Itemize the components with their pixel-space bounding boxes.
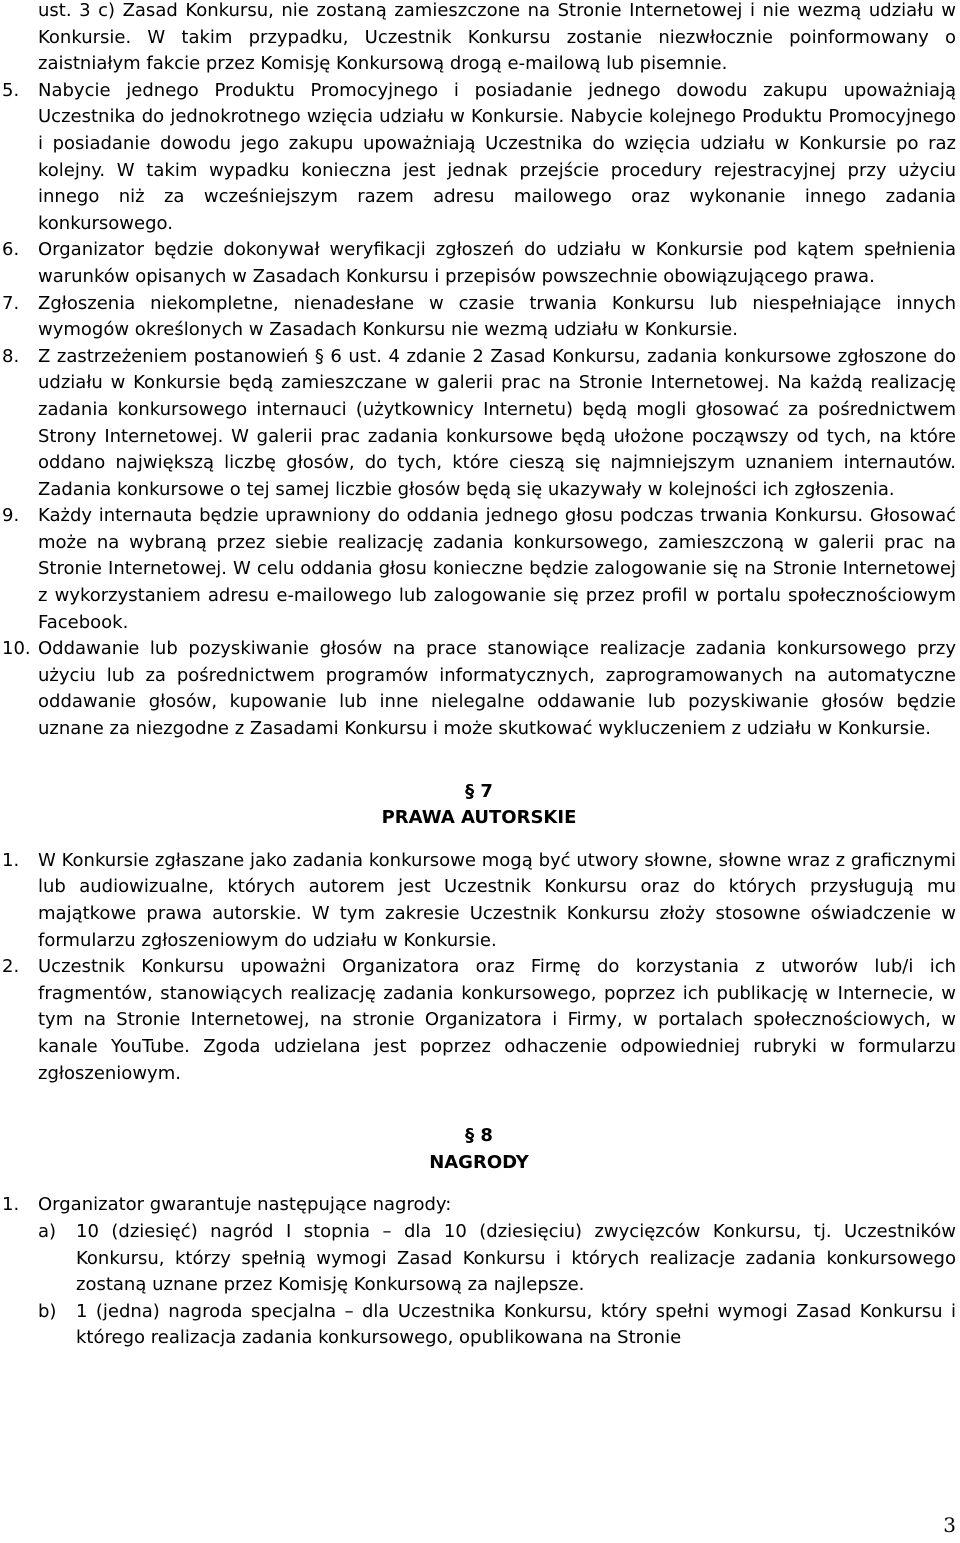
item-text: Zgłoszenia niekompletne, nienadesłane w czasie trwania Konkursu lub niespełniające innych wymogów określonych w Zasadach Konkursu nie wezmą udziału w Konkursie. <box>38 292 956 341</box>
item-text: W Konkursie zgłaszane jako zadania konkursowe mogą być utwory słowne, słowne wraz z graficznymi lub audiowizualne, których autorem jest Uczestnik Konkursu oraz do których przysługują mu majątkowe prawa autorskie. W tym zakresie Uczestnik Konkursu złoży stosowne oświadczenie w formularzu zgłoszeniowym do udziału w Konkursie. <box>38 849 956 951</box>
subitem-letter: b) <box>38 1300 57 1322</box>
item-number: 5. <box>2 79 20 101</box>
subitem-text: 1 (jedna) nagroda specjalna – dla Uczestnika Konkursu, który spełni wymogi Zasad Konkursu i którego realizacja zadania konkursowego, opublikowana na Stronie <box>76 1300 956 1349</box>
page-number: 3 <box>943 1513 956 1538</box>
paragraph-continuation <box>2 0 956 78</box>
list-item-5 <box>2 78 956 238</box>
item-number: 1. <box>2 1194 20 1216</box>
section-8-subitem-a <box>2 1219 956 1299</box>
section-title: NAGRODY <box>429 1151 529 1173</box>
section-7-item-2 <box>2 954 956 1087</box>
section-title: PRAWA AUTORSKIE <box>381 807 577 829</box>
item-number: 2. <box>2 956 20 978</box>
document-body <box>2 0 956 1352</box>
list-item-7 <box>2 291 956 344</box>
item-text: Z zastrzeżeniem postanowień § 6 ust. 4 zdanie 2 Zasad Konkursu, zadania konkursowe zgłoszone do udziału w Konkursie będą zamieszczane w galerii prac na Stronie Internetowej. Na każdą realizację zadania konkursowego internauci (użytkownicy Internetu) będą mogli głosować za pośrednictwem Strony Internetowej. W galerii prac zadania konkursowe będą ułożone począwszy od tych, na które oddano największą liczbę głosów, do tych, które cieszą się najmniejszym uznaniem internautów. Zadania konkursowe o tej samej liczbie głosów będą się ukazywały w kolejności ich zgłoszenia. <box>38 345 956 500</box>
section-symbol: § 8 <box>465 1125 493 1147</box>
item-number: 1. <box>2 849 20 871</box>
subitem-text: 10 (dziesięć) nagród I stopnia – dla 10 (dziesięciu) zwycięzców Konkursu, tj. Uczestników Konkursu, którzy spełnią wymogi Zasad Konkursu i których realizacje zadania konkursowego zostaną uznane przez Komisję Konkursową za najlepsze. <box>76 1220 956 1296</box>
item-number: 9. <box>2 505 20 527</box>
item-number: 8. <box>2 345 20 367</box>
item-text: Uczestnik Konkursu upoważni Organizatora oraz Firmę do korzystania z utworów lub/i ich fragmentów, stanowiących realizację zadania konkursowego, poprzez ich publikację w Internecie, w tym na Stronie Internetowej, na stronie Organizatora i Firmy, w portalach społecznościowych, w kanale YouTube. Zgoda udzielana jest poprzez odhaczenie odpowiedniej rubryki w formularzu zgłoszeniowym. <box>38 956 956 1084</box>
item-text: Nabycie jednego Produktu Promocyjnego i posiadanie jednego dowodu zakupu upoważniają Uczestnika do jednokrotnego wzięcia udziału w Konkursie. Nabycie kolejnego Produktu Promocyjnego i posiadanie dowodu jego zakupu upoważniają Uczestnika do wzięcia udziału w Konkursie po raz kolejny. W takim wypadku konieczna jest jednak przejście procedury rejestracyjnej przy użyciu innego niż za wcześniejszym razem adresu mailowego oraz wykonanie innego zadania konkursowego. <box>38 79 956 234</box>
item-text: Każdy internauta będzie uprawniony do oddania jednego głosu podczas trwania Konkursu. Głosować może na wybraną przez siebie realizację zadania konkursowego, zamieszczoną w galerii prac na Stronie Internetowej. W celu oddania głosu konieczne będzie zalogowanie się na Stronie Internetowej z wykorzystaniem adresu e-mailowego lub zalogowanie się przez profil w portalu społecznościowym Facebook. <box>38 505 956 633</box>
paragraph-text: ust. 3 c) Zasad Konkursu, nie zostaną zamieszczone na Stronie Internetowej i nie wezmą udziału w Konkursie. W takim przypadku, Uczestnik Konkursu zostanie niezwłocznie poinformowany o zaistniałym fakcie przez Komisję Konkursową drogą e-mailową lub pisemnie. <box>38 0 956 75</box>
list-item-6 <box>2 237 956 290</box>
section-8-item-1 <box>2 1192 956 1219</box>
section-7-heading <box>2 779 956 832</box>
item-text: Oddawanie lub pozyskiwanie głosów na prace stanowiące realizacje zadania konkursowego przy użyciu lub za pośrednictwem programów informatycznych, zaprogramowanych na automatyczne oddawanie głosów, kupowanie lub inne nielegalne oddawanie lub pozyskiwanie głosów będzie uznane za niezgodne z Zasadami Konkursu i może skutkować wykluczeniem z udziału w Konkursie. <box>38 638 956 740</box>
list-item-10 <box>2 636 956 742</box>
section-8-heading <box>2 1123 956 1176</box>
item-text: Organizator będzie dokonywał weryfikacji zgłoszeń do udziału w Konkursie pod kątem spełnienia warunków opisanych w Zasadach Konkursu i przepisów powszechnie obowiązującego prawa. <box>38 239 956 287</box>
item-text: Organizator gwarantuje następujące nagrody: <box>38 1194 452 1216</box>
item-number: 6. <box>2 239 20 261</box>
list-item-8 <box>2 344 956 504</box>
item-number: 7. <box>2 292 20 314</box>
section-7-item-1 <box>2 848 956 954</box>
list-item-9 <box>2 503 956 636</box>
section-symbol: § 7 <box>465 780 493 802</box>
subitem-letter: a) <box>38 1220 57 1242</box>
item-number: 10. <box>2 638 31 660</box>
section-8-subitem-b <box>2 1299 956 1352</box>
